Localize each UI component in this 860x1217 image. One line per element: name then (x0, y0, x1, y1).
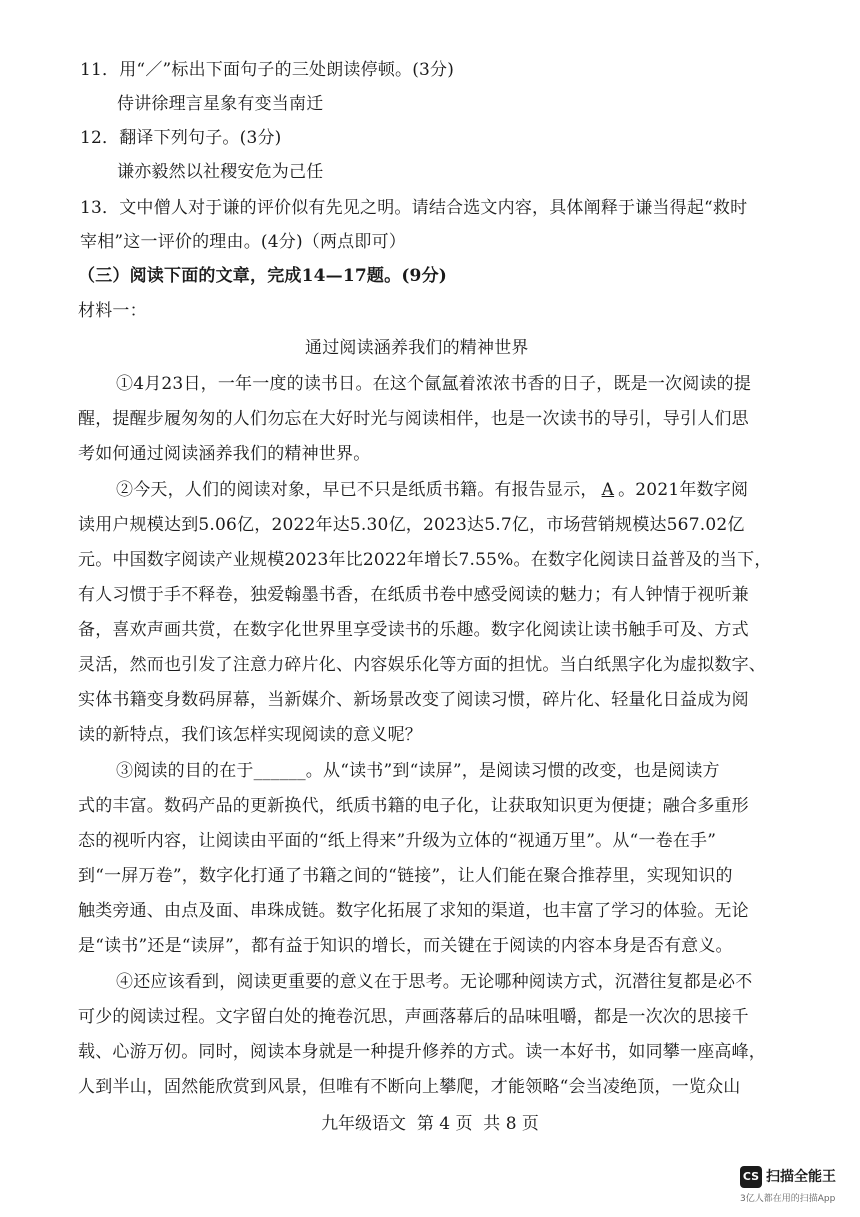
paragraph-4-line-2: 可少的阅读过程。文字留白处的掩卷沉思，声画落幕后的品味咀嚼，都是一次次的思接千 (78, 1007, 749, 1027)
paragraph-2-line-8: 读的新特点，我们该怎样实现阅读的意义呢？ (78, 725, 422, 745)
scanner-watermark (740, 1166, 850, 1210)
question-13-line-1: 13．文中僧人对于谦的评价似有先见之明。请结合选文内容，具体阐释于谦当得起“救时 (80, 198, 748, 218)
section-heading: （三）阅读下面的文章，完成14—17题。(9分) (78, 266, 448, 286)
paragraph-3-line-6: 是“读书”还是“读屏”，都有益于知识的增长，而关键在于阅读的内容本身是否有意义。 (78, 936, 733, 956)
paragraph-2-line-4: 有人习惯于手不释卷，独爱翰墨书香，在纸质书卷中感受阅读的魅力；有人钟情于视听兼 (78, 585, 749, 605)
question-11: 11．用“／”标出下面句子的三处朗读停顿。(3分) (80, 60, 455, 80)
question-11-sentence: 侍讲徐理言星象有变当南迁 (117, 94, 324, 114)
paragraph-2-line-5: 备，喜欢声画共赏，在数字化世界里享受读书的乐趣。数字化阅读让读书触手可及、方式 (78, 620, 749, 640)
paragraph-4-line-1: ④还应该看到，阅读更重要的意义在于思考。无论哪种阅读方式，沉潜往复都是必不 (116, 972, 753, 992)
paragraph-4-line-4: 人到半山，固然能欣赏到风景，但唯有不断向上攀爬，才能领略“会当凌绝顶，一览众山 (78, 1077, 741, 1097)
paragraph-2-line-6: 灵活，然而也引发了注意力碎片化、内容娱乐化等方面的担忧。当白纸黑字化为虚拟数字、 (78, 655, 766, 675)
paragraph-1-line-1: ①4月23日，一年一度的读书日。在这个氤氲着浓浓书香的日子，既是一次阅读的提 (116, 374, 752, 394)
paragraph-2-line-7: 实体书籍变身数码屏幕，当新媒介、新场景改变了阅读习惯，碎片化、轻量化日益成为阅 (78, 690, 749, 710)
paragraph-3-line-5: 触类旁通、由点及面、串珠成链。数字化拓展了求知的渠道，也丰富了学习的体验。无论 (78, 901, 749, 921)
paragraph-2-line-1 (116, 478, 748, 502)
article-title: 通过阅读涵养我们的精神世界 (305, 338, 529, 358)
question-12: 12．翻译下列句子。(3分) (80, 128, 282, 148)
page-footer: 九年级语文 第 4 页 共 8 页 (321, 1114, 539, 1134)
paragraph-2-line-3: 元。中国数字阅读产业规模2023年比2022年增长7.55%。在数字化阅读日益普及的当下， (78, 550, 772, 570)
paragraph-2-line-1-end: 。2021年数字阅 (618, 480, 749, 500)
question-12-sentence: 谦亦毅然以社稷安危为己任 (117, 162, 324, 182)
question-13-line-2: 宰相”这一评价的理由。(4分)（两点即可） (80, 232, 406, 252)
paragraph-1-line-2: 醒，提醒步履匆匆的人们勿忘在大好时光与阅读相伴，也是一次读书的导引，导引人们思 (78, 409, 749, 429)
camscanner-icon: CS (740, 1166, 762, 1188)
material-label: 材料一： (78, 301, 147, 321)
paragraph-3-line-4: 到“一屏万卷”，数字化打通了书籍之间的“链接”，让人们能在聚合推荐里，实现知识的 (78, 866, 733, 886)
paragraph-1-line-3: 考如何通过阅读涵养我们的精神世界。 (78, 444, 371, 464)
paragraph-3-line-3: 态的视听内容，让阅读由平面的“纸上得来”升级为立体的“视通万里”。从“一卷在手” (78, 831, 717, 851)
scanner-app-name: 扫描全能王 (766, 1169, 836, 1185)
paragraph-2-line-1-start: ②今天，人们的阅读对象，早已不只是纸质书籍。有报告显示， (116, 480, 598, 500)
paragraph-2-line-2: 读用户规模达到5.06亿，2022年达5.30亿，2023达5.7亿，市场营销规模达567.02亿 (78, 515, 745, 535)
scanner-tagline: 3亿人都在用的扫描App (740, 1194, 836, 1204)
paragraph-4-line-3: 载、心游万仞。同时，阅读本身就是一种提升修养的方式。读一本好书，如同攀一座高峰， (78, 1042, 766, 1062)
paragraph-3-line-1: ③阅读的目的在于______。从“读书”到“读屏”，是阅读习惯的改变，也是阅读方 (116, 761, 720, 781)
paragraph-3-line-2: 式的丰富。数码产品的更新换代，纸质书籍的电子化，让获取知识更为便捷；融合多重形 (78, 796, 749, 816)
blank-a: A (601, 480, 615, 500)
